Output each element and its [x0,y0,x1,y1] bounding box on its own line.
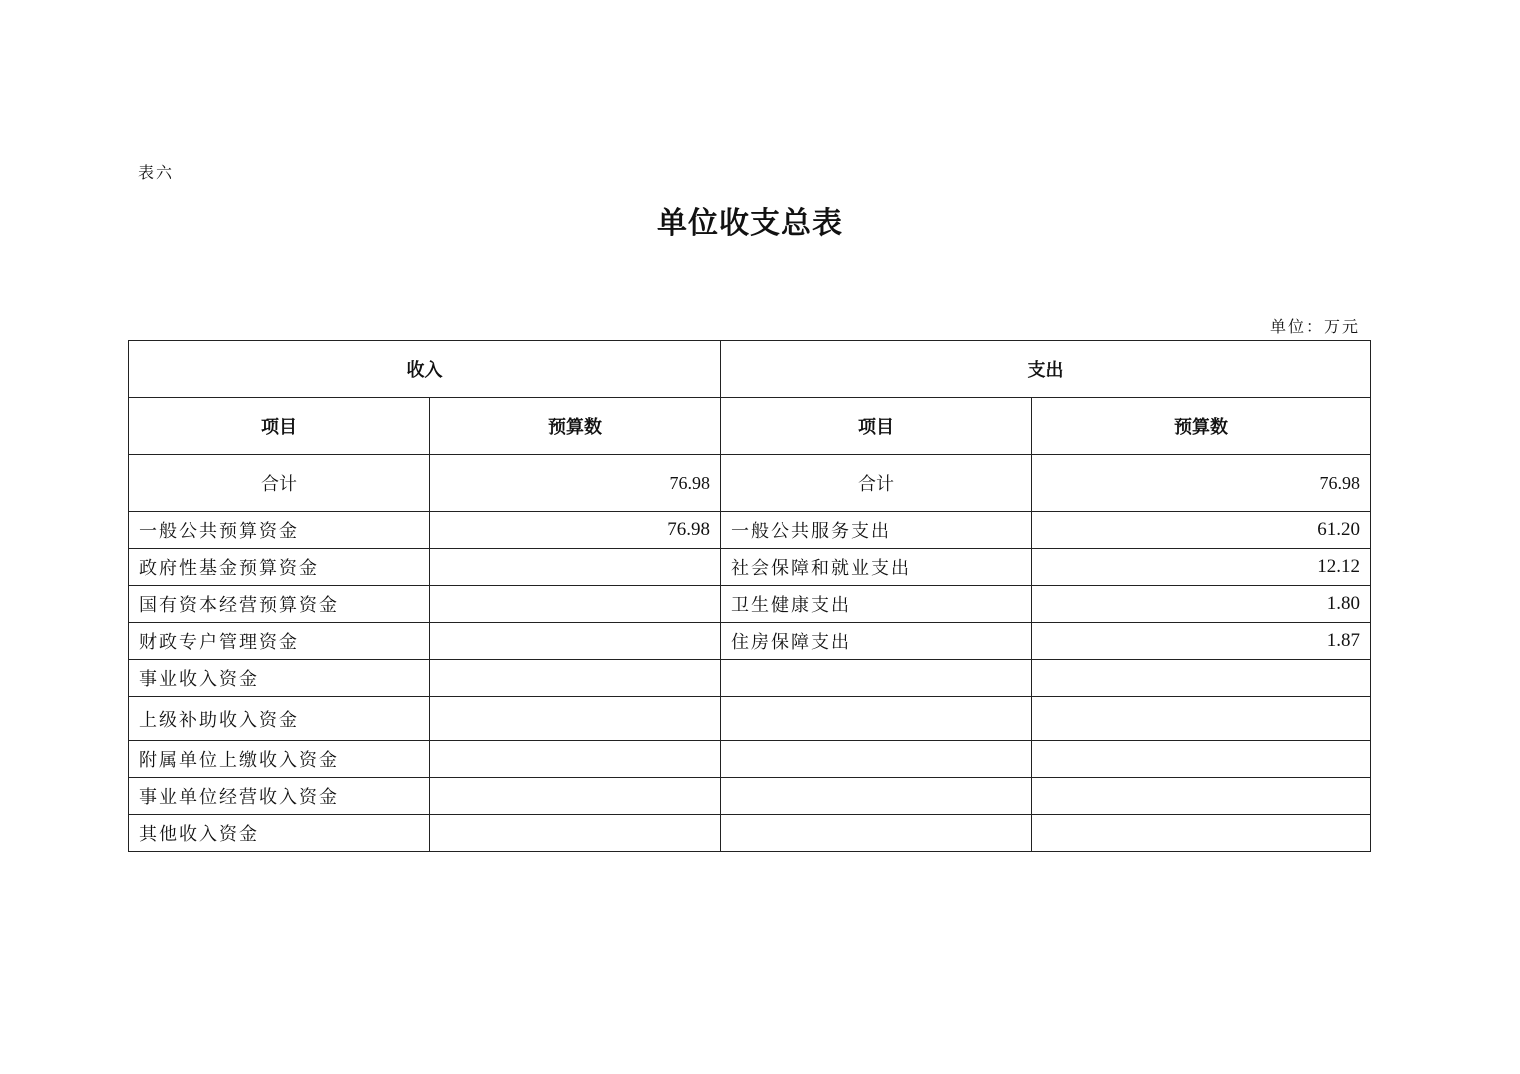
expense-value-cell: 61.20 [1032,512,1371,549]
expense-item-cell: 社会保障和就业支出 [721,549,1032,586]
income-expense-table [128,340,1371,852]
income-value-cell [430,741,721,778]
income-budget-header: 预算数 [430,398,721,455]
table-row [129,512,1371,549]
expense-item-cell [721,778,1032,815]
expense-value-cell: 12.12 [1032,549,1371,586]
income-item-cell: 一般公共预算资金 [129,512,430,549]
income-item-cell: 附属单位上缴收入资金 [129,741,430,778]
table-row [129,741,1371,778]
expense-item-cell [721,697,1032,741]
total-row [129,455,1371,512]
expense-item-cell: 卫生健康支出 [721,586,1032,623]
income-value-cell [430,660,721,697]
income-item-cell: 政府性基金预算资金 [129,549,430,586]
income-value-cell [430,549,721,586]
expense-value-cell: 1.87 [1032,623,1371,660]
page-title: 单位收支总表 [657,206,843,241]
income-item-header: 项目 [129,398,430,455]
section-header-row [129,341,1371,398]
expense-item-cell: 住房保障支出 [721,623,1032,660]
expense-value-cell [1032,697,1371,741]
expense-value-cell: 1.80 [1032,586,1371,623]
income-item-cell: 国有资本经营预算资金 [129,586,430,623]
table-row [129,815,1371,852]
income-value-cell: 76.98 [430,512,721,549]
table-row [129,623,1371,660]
income-total-label: 合计 [129,455,430,512]
expense-item-cell: 一般公共服务支出 [721,512,1032,549]
expense-value-cell [1032,660,1371,697]
table-row [129,586,1371,623]
income-item-cell: 事业单位经营收入资金 [129,778,430,815]
income-value-cell [430,697,721,741]
table-row [129,778,1371,815]
expense-section-header: 支出 [721,341,1371,398]
income-item-cell: 财政专户管理资金 [129,623,430,660]
expense-value-cell [1032,778,1371,815]
income-section-header: 收入 [129,341,721,398]
table-number-label: 表六 [138,163,175,182]
expense-item-header: 项目 [721,398,1032,455]
income-item-cell: 事业收入资金 [129,660,430,697]
expense-budget-header: 预算数 [1032,398,1371,455]
expense-value-cell [1032,815,1371,852]
table-row [129,697,1371,741]
expense-item-cell [721,660,1032,697]
income-value-cell [430,623,721,660]
expense-value-cell [1032,741,1371,778]
income-value-cell [430,778,721,815]
income-value-cell [430,586,721,623]
table-row [129,660,1371,697]
income-total-value: 76.98 [430,455,721,512]
expense-total-value: 76.98 [1032,455,1371,512]
column-header-row [129,398,1371,455]
income-item-cell: 上级补助收入资金 [129,697,430,741]
income-value-cell [430,815,721,852]
expense-item-cell [721,741,1032,778]
income-item-cell: 其他收入资金 [129,815,430,852]
expense-total-label: 合计 [721,455,1032,512]
table-row [129,549,1371,586]
unit-note: 单位：万元 [1269,317,1360,336]
expense-item-cell [721,815,1032,852]
